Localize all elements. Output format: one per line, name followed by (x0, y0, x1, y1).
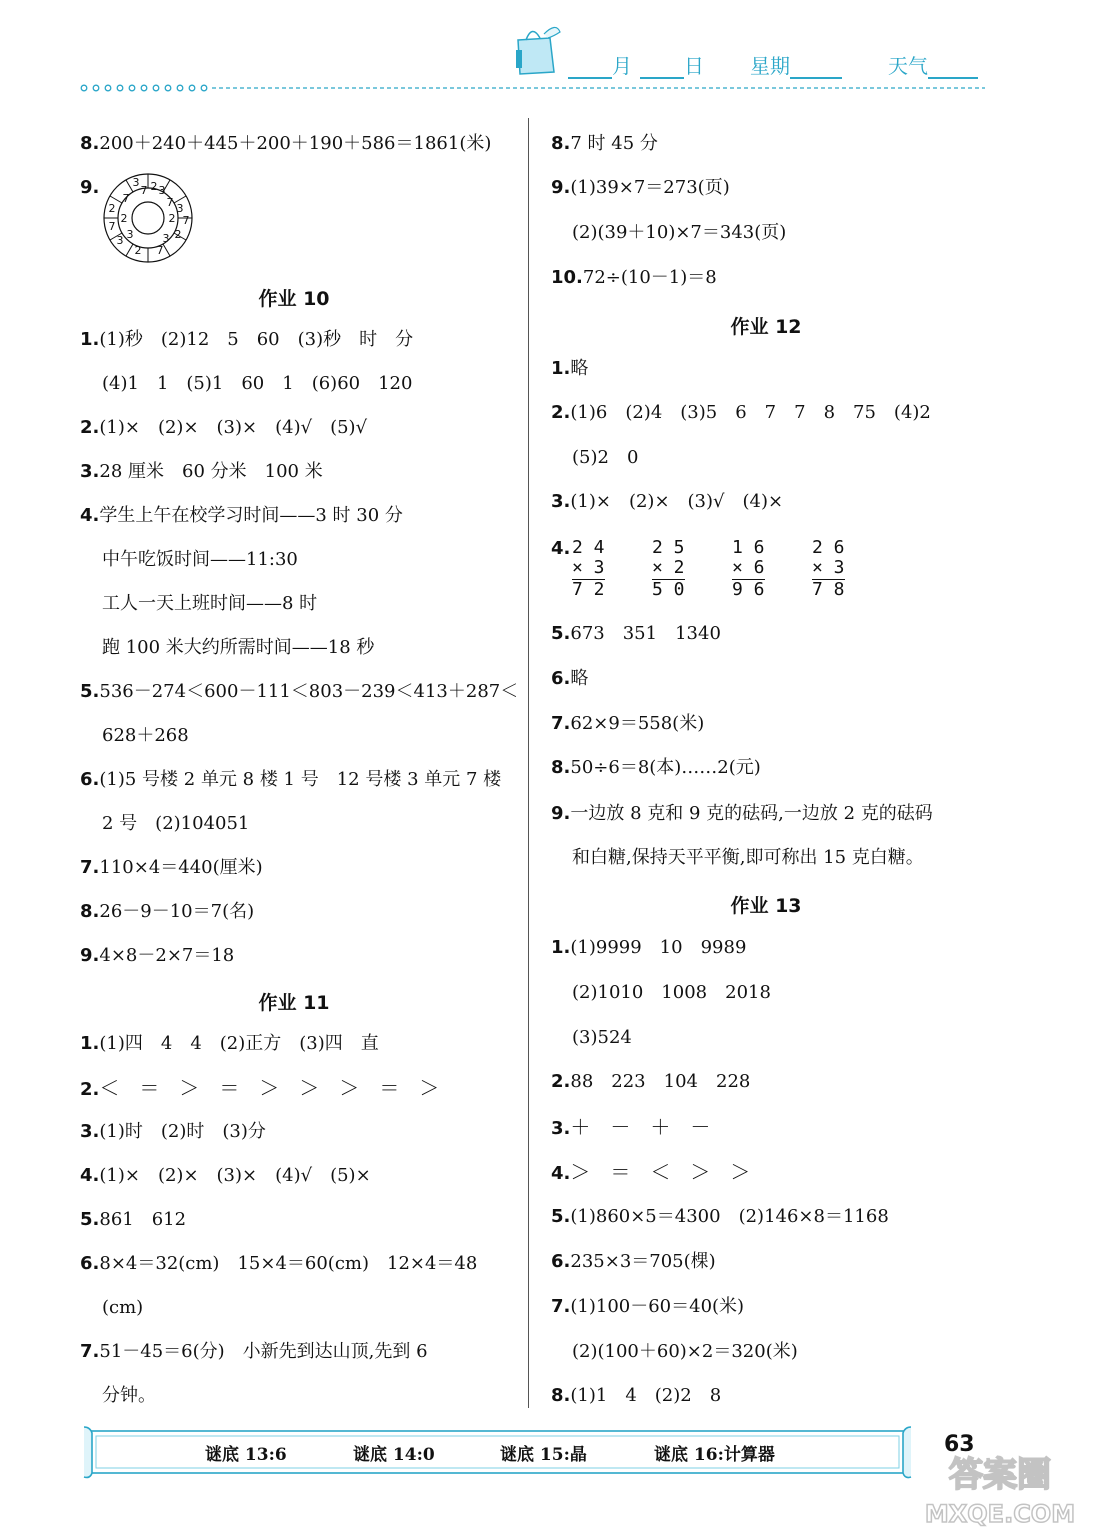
wheel-num: 3 (116, 234, 124, 247)
riddle-answer-13: 谜底 13:6 (205, 1445, 287, 1465)
answer-7: 7.110×4＝440(厘米) (80, 857, 263, 878)
wheel-num: 2 (134, 244, 142, 257)
wheel-num: 7 (166, 196, 174, 209)
answer-8: 8.200＋240＋445＋200＋190＋586＝1861(米) (80, 133, 492, 154)
answer-8: 8.7 时 45 分 (551, 133, 658, 154)
answer-5-cont: 628＋268 (102, 725, 189, 746)
answer-5: 5.(1)860×5＝4300 (2)146×8＝1168 (551, 1206, 889, 1227)
answer-3: 3.(1)× (2)× (3)√ (4)× (551, 491, 784, 512)
weather-field: 天气 (888, 50, 978, 79)
answer-1: 1.(1)秒 (2)12 5 60 (3)秒 时 分 (80, 329, 414, 350)
answer-6: 6.235×3＝705(棵) (551, 1251, 716, 1272)
answer-7-cont: 分钟。 (102, 1385, 156, 1406)
day-field: 日 (640, 50, 704, 79)
wheel-num: 7 (122, 192, 130, 205)
wheel-num: 2 (150, 180, 158, 193)
answer-2: 2.＜ ＝ ＞ ＝ ＞ ＞ ＞ ＝ ＞ (80, 1076, 440, 1100)
section-title-hw10: 作业 10 (258, 288, 330, 310)
answer-4-cont: 中午吃饭时间——11:30 (102, 549, 298, 570)
answer-5: 5.673 351 1340 (551, 623, 721, 644)
answer-2: 2.(1)× (2)× (3)× (4)√ (5)√ (80, 417, 368, 438)
answer-1: 1.(1)四 4 4 (2)正方 (3)四 直 (80, 1033, 379, 1054)
answer-8: 8.26－9－10＝7(名) (80, 901, 255, 922)
answer-8: 8.50÷6＝8(本)……2(元) (551, 757, 761, 778)
answer-9-cont: 和白糖,保持天平平衡,即可称出 15 克白糖。 (572, 847, 924, 868)
answer-6: 6.略 (551, 668, 589, 689)
answer-2-cont: (5)2 0 (572, 447, 639, 468)
section-title-hw12: 作业 12 (730, 316, 802, 338)
page-header (500, 40, 980, 84)
wheel-num: 3 (126, 228, 134, 241)
wheel-num: 7 (182, 214, 190, 227)
answer-1-cont: (3)524 (572, 1027, 632, 1048)
answer-9: 9.4×8－2×7＝18 (80, 945, 235, 966)
answer-5: 5.536－274＜600－111＜803－239＜413＋287＜ (80, 681, 519, 702)
watermark-text: 答案圈 (949, 1455, 1051, 1495)
column-divider (528, 118, 529, 1408)
answer-2: 2.88 223 104 228 (551, 1071, 751, 1092)
answer-7: 7.(1)100－60＝40(米) (551, 1296, 745, 1317)
gift-bag-icon (510, 20, 565, 78)
wheel-num: 3 (132, 176, 140, 189)
answer-9: 9.一边放 8 克和 9 克的砝码,一边放 2 克的砝码 (551, 803, 933, 824)
answer-7-cont: (2)(100＋60)×2＝320(米) (572, 1341, 798, 1362)
answer-4: 4.学生上午在校学习时间——3 时 30 分 (80, 505, 403, 526)
wheel-num: 2 (120, 212, 128, 225)
answer-1: 1.略 (551, 358, 589, 379)
answer-9-cont: (2)(39＋10)×7＝343(页) (572, 222, 787, 243)
riddle-answer-16: 谜底 16:计算器 (654, 1445, 775, 1465)
answer-3: 3.(1)时 (2)时 (3)分 (80, 1121, 266, 1142)
answer-10: 10.72÷(10－1)＝8 (551, 267, 717, 288)
number-wheel-diagram (98, 172, 198, 264)
answer-8: 8.(1)1 4 (2)2 8 (551, 1385, 722, 1406)
answer-7: 7.51－45＝6(分) 小新先到达山顶,先到 6 (80, 1341, 428, 1362)
wheel-num: 3 (176, 202, 184, 215)
answer-3: 3.28 厘米 60 分米 100 米 (80, 461, 323, 482)
answer-2: 2.(1)6 (2)4 (3)5 6 7 7 8 75 (4)2 (551, 402, 931, 423)
wheel-num: 3 (162, 232, 170, 245)
answer-1-cont: (2)1010 1008 2018 (572, 982, 771, 1003)
answer-6-cont: (cm) (102, 1297, 144, 1318)
answer-6: 6.(1)5 号楼 2 单元 8 楼 1 号 12 号楼 3 单元 7 楼 (80, 769, 502, 790)
watermark-url: MXQE.COM (924, 1500, 1076, 1528)
riddle-answer-14: 谜底 14:0 (353, 1445, 435, 1465)
section-title-hw11: 作业 11 (258, 992, 330, 1014)
page-number: 63 (944, 1432, 975, 1457)
answer-5: 5.861 612 (80, 1209, 187, 1230)
weekday-field: 星期 (750, 50, 842, 79)
answer-4: 4.(1)× (2)× (3)× (4)√ (5)× (80, 1165, 371, 1186)
month-field: 月 (568, 50, 632, 79)
wheel-num: 7 (140, 184, 148, 197)
wheel-num: 3 (158, 184, 166, 197)
vertical-multiplication: 2 5 × 2 5 0 (652, 537, 685, 600)
answer-9: 9.(1)39×7＝273(页) (551, 177, 730, 198)
wheel-num: 2 (168, 212, 176, 225)
wheel-num: 2 (174, 228, 182, 241)
wheel-num: 2 (108, 202, 116, 215)
answer-4-label: 4. (551, 538, 571, 559)
watermark-logo (905, 1448, 1095, 1528)
answer-6: 6.8×4＝32(cm) 15×4＝60(cm) 12×4＝48 (80, 1253, 478, 1274)
wheel-num: 7 (156, 244, 164, 257)
riddle-answer-15: 谜底 15:晶 (500, 1445, 587, 1465)
wheel-num: 7 (108, 220, 116, 233)
answer-9-label: 9. (80, 177, 100, 198)
answer-4: 4.＞ ＝ ＜ ＞ ＞ (551, 1160, 751, 1184)
answer-4-cont: 跑 100 米大约所需时间——18 秒 (102, 637, 375, 658)
answer-1: 1.(1)9999 10 9989 (551, 937, 747, 958)
vertical-multiplication: 1 6 × 6 9 6 (732, 537, 765, 600)
answer-3: 3.＋ － ＋ － (551, 1115, 711, 1139)
answer-7: 7.62×9＝558(米) (551, 713, 705, 734)
header-dotted-rule (80, 84, 985, 92)
answer-6-cont: 2 号 (2)104051 (102, 813, 250, 834)
vertical-multiplication: 2 4 × 3 7 2 (572, 537, 605, 600)
answer-4-cont: 工人一天上班时间——8 时 (102, 593, 318, 614)
answer-1-cont: (4)1 1 (5)1 60 1 (6)60 120 (102, 373, 413, 394)
vertical-multiplication: 2 6 × 3 7 8 (812, 537, 845, 600)
section-title-hw13: 作业 13 (730, 895, 802, 917)
